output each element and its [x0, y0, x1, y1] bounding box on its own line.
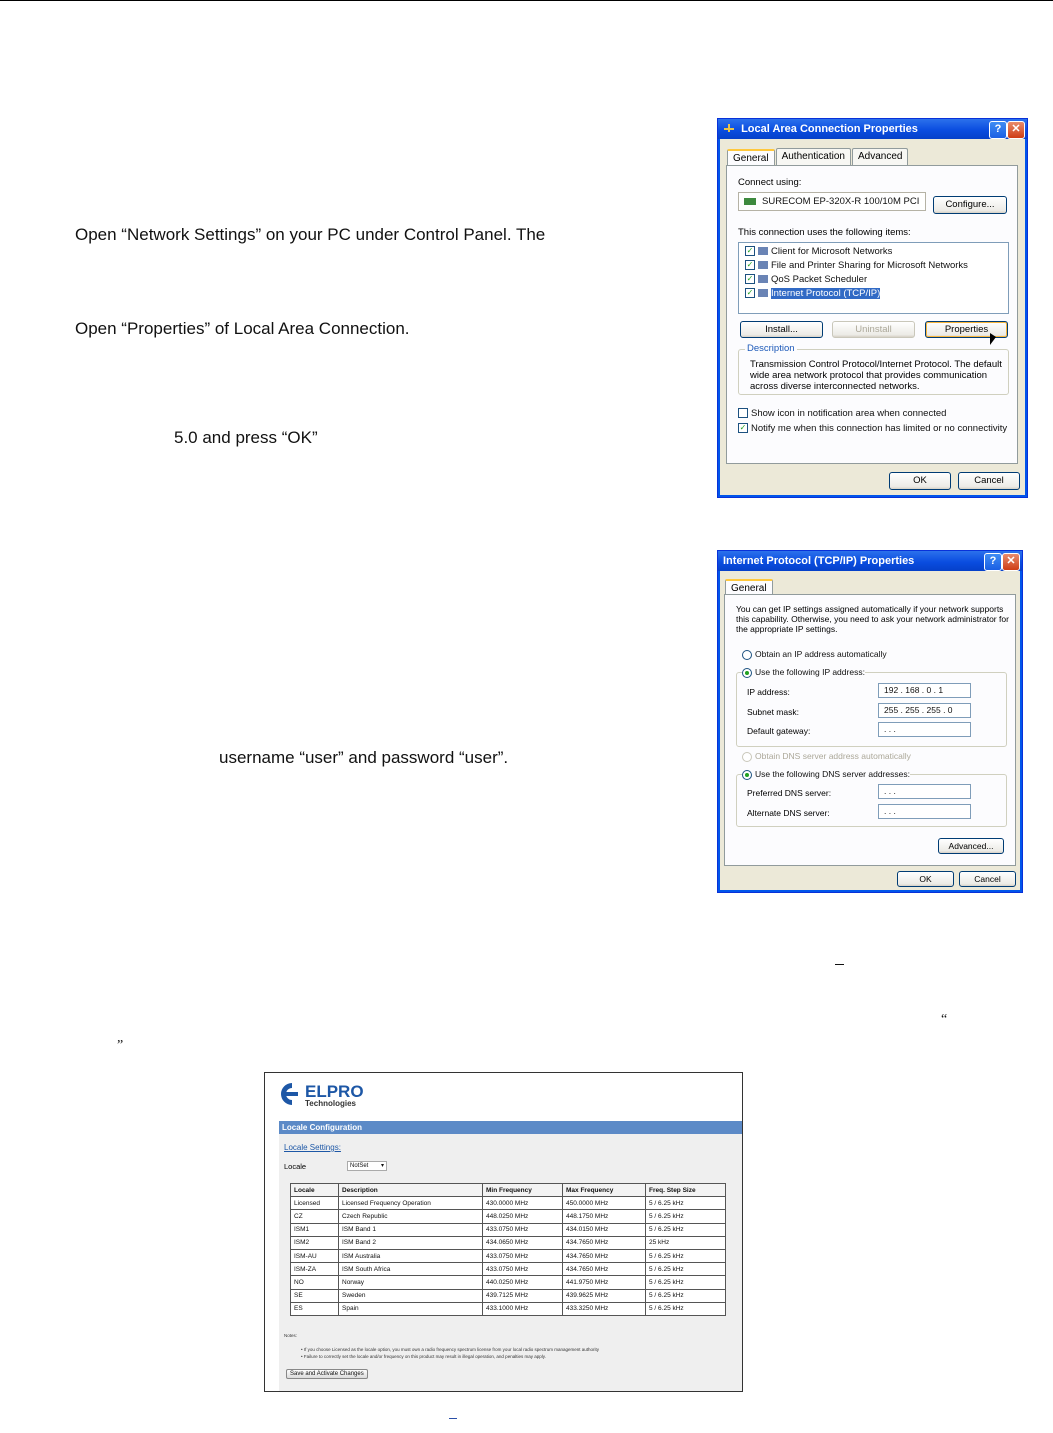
checkbox-icon[interactable]: ✓ — [746, 274, 754, 284]
configure-button[interactable]: Configure... — [933, 196, 1007, 214]
description-title: Description — [747, 343, 795, 354]
note-1: • If you choose Licensed as the locale option, you must own a radio frequency spectrum license from your local radio spectrum management authority — [301, 1347, 599, 1352]
cancel-button[interactable]: Cancel — [958, 472, 1020, 490]
share-icon — [758, 261, 768, 269]
elpro-logo-icon — [279, 1081, 301, 1107]
cell-locale: ISM1 — [291, 1223, 339, 1236]
locale-content — [279, 1134, 742, 1391]
preferred-dns-label: Preferred DNS server: — [747, 788, 832, 798]
tcpip-dialog-title: Internet Protocol (TCP/IP) Properties — [723, 555, 915, 567]
list-item[interactable]: ✓ QoS Packet Scheduler — [746, 274, 868, 285]
cell-locale: CZ — [291, 1210, 339, 1223]
link-underscore-mark — [449, 1418, 457, 1419]
table-row — [291, 1263, 726, 1276]
cell-min-frequency: 439.7125 MHz — [483, 1289, 563, 1302]
tcpip-dialog-titlebar[interactable] — [718, 551, 1022, 571]
ip-address-label: IP address: — [747, 687, 790, 697]
locale-select[interactable]: NotSet ▾ — [347, 1161, 387, 1171]
locale-settings-link[interactable]: Locale Settings: — [284, 1143, 341, 1152]
protocol-icon — [758, 289, 768, 297]
cell-description: Sweden — [339, 1289, 483, 1302]
open-quote-mark: “ — [941, 1012, 948, 1027]
connect-using-label: Connect using: — [738, 177, 802, 188]
cell-locale: ISM-AU — [291, 1249, 339, 1262]
radio-icon[interactable] — [742, 770, 752, 780]
cell-description: Licensed Frequency Operation — [339, 1197, 483, 1210]
table-row — [291, 1249, 726, 1262]
checkbox-icon[interactable] — [738, 408, 748, 418]
network-icon — [723, 120, 735, 130]
instruction-press-ok: 5.0 and press “OK” — [174, 428, 318, 447]
advanced-button[interactable]: Advanced... — [938, 838, 1004, 854]
tab-advanced[interactable]: Advanced — [852, 148, 908, 165]
cell-locale: ES — [291, 1302, 339, 1315]
cell-step-size: 5 / 6.25 kHz — [646, 1197, 726, 1210]
ip-address-field[interactable]: 192 . 168 . 0 . 1 — [878, 683, 971, 698]
col-header-description: Description — [339, 1184, 483, 1197]
show-icon-option[interactable]: Show icon in notification area when connected — [738, 408, 946, 419]
brand-subtitle: Technologies — [305, 1099, 356, 1108]
alternate-dns-label: Alternate DNS server: — [747, 808, 830, 818]
brand-name: ELPRO — [305, 1082, 364, 1101]
radio-icon[interactable] — [742, 668, 752, 678]
install-button[interactable]: Install... — [740, 321, 823, 338]
cell-description: Spain — [339, 1302, 483, 1315]
cell-min-frequency: 448.0250 MHz — [483, 1210, 563, 1223]
col-header-max-frequency: Max Frequency — [563, 1184, 646, 1197]
close-quote-mark: ” — [117, 1038, 124, 1053]
cell-max-frequency: 448.1750 MHz — [563, 1210, 646, 1223]
adapter-name: SURECOM EP-320X-R 100/10M PCI — [762, 196, 920, 207]
help-icon[interactable]: ? — [989, 121, 1007, 139]
obtain-dns-option[interactable]: Obtain DNS server address automatically — [742, 751, 911, 762]
underscore-mark — [835, 964, 844, 965]
save-activate-button[interactable]: Save and Activate Changes — [286, 1369, 368, 1379]
description-text-2: wide area network protocol that provides communication — [750, 370, 988, 381]
use-dns-option[interactable]: Use the following DNS server addresses: — [742, 769, 910, 780]
table-row — [291, 1289, 726, 1302]
cell-locale: SE — [291, 1289, 339, 1302]
default-gateway-field[interactable]: . . . — [878, 722, 971, 737]
cell-max-frequency: 434.7650 MHz — [563, 1263, 646, 1276]
list-item[interactable]: ✓ Client for Microsoft Networks — [746, 246, 893, 257]
tab-authentication[interactable]: Authentication — [776, 148, 851, 165]
col-header-min-frequency: Min Frequency — [483, 1184, 563, 1197]
lan-properties-dialog — [717, 118, 1028, 498]
alternate-dns-field[interactable]: . . . — [878, 804, 971, 819]
tcpip-properties-dialog — [717, 550, 1023, 893]
cell-min-frequency: 433.0750 MHz — [483, 1249, 563, 1262]
table-row — [291, 1197, 726, 1210]
cell-min-frequency: 440.0250 MHz — [483, 1276, 563, 1289]
static-ip-group — [736, 667, 1007, 747]
description-text-3: across diverse interconnected networks. — [750, 381, 920, 392]
notify-option[interactable]: ✓ Notify me when this connection has limited or no connectivity — [739, 423, 1008, 434]
locale-label: Locale — [284, 1162, 307, 1171]
cell-min-frequency: 430.0000 MHz — [483, 1197, 563, 1210]
components-list[interactable] — [738, 242, 1009, 314]
cell-min-frequency: 433.0750 MHz — [483, 1223, 563, 1236]
scheduler-icon — [758, 275, 768, 283]
table-body — [291, 1197, 726, 1316]
ok-button[interactable]: OK — [889, 472, 951, 490]
cell-max-frequency: 439.9625 MHz — [563, 1289, 646, 1302]
cell-step-size: 5 / 6.25 kHz — [646, 1263, 726, 1276]
cell-min-frequency: 433.1000 MHz — [483, 1302, 563, 1315]
ok-button[interactable]: OK — [897, 871, 954, 887]
tab-general[interactable]: General — [727, 149, 775, 166]
cell-locale: NO — [291, 1276, 339, 1289]
table-row — [291, 1276, 726, 1289]
cell-step-size: 25 kHz — [646, 1236, 726, 1249]
subnet-mask-label: Subnet mask: — [747, 707, 799, 717]
cell-max-frequency: 441.9750 MHz — [563, 1276, 646, 1289]
default-gateway-label: Default gateway: — [747, 726, 811, 736]
checkbox-icon[interactable]: ✓ — [746, 288, 754, 298]
cell-description: Czech Republic — [339, 1210, 483, 1223]
lan-dialog-title: Local Area Connection Properties — [741, 123, 918, 135]
checkbox-icon[interactable]: ✓ — [746, 260, 754, 270]
adapter-icon — [744, 198, 756, 205]
lan-dialog-tabs — [727, 148, 909, 165]
tab-general[interactable]: General — [725, 579, 773, 596]
cell-description: ISM Band 1 — [339, 1223, 483, 1236]
table-row — [291, 1302, 726, 1315]
use-ip-option[interactable]: Use the following IP address: — [742, 667, 865, 678]
table-row — [291, 1223, 726, 1236]
col-header-locale: Locale — [291, 1184, 339, 1197]
cell-description: Norway — [339, 1276, 483, 1289]
instruction-network-settings: Open “Network Settings” on your PC under Control Panel. The — [75, 225, 546, 244]
cell-step-size: 5 / 6.25 kHz — [646, 1302, 726, 1315]
intro-text-2: this capability. Otherwise, you need to ask your network administrator for — [736, 614, 1009, 624]
note-2: • Failure to correctly set the locale and/or frequency on this product may result in illegal operation, and penalties may apply. — [301, 1354, 546, 1359]
cell-description: ISM Band 2 — [339, 1236, 483, 1249]
table-header-row — [291, 1184, 726, 1197]
cell-locale: ISM2 — [291, 1236, 339, 1249]
table-row — [291, 1236, 726, 1249]
cell-max-frequency: 434.0150 MHz — [563, 1223, 646, 1236]
help-icon[interactable]: ? — [984, 553, 1002, 571]
mouse-cursor-icon — [990, 333, 996, 345]
subnet-mask-field[interactable]: 255 . 255 . 255 . 0 — [878, 703, 971, 718]
cell-step-size: 5 / 6.25 kHz — [646, 1210, 726, 1223]
table-row — [291, 1210, 726, 1223]
preferred-dns-field[interactable]: . . . — [878, 784, 971, 799]
checkbox-icon[interactable]: ✓ — [739, 423, 747, 433]
intro-text-3: the appropriate IP settings. — [736, 624, 838, 634]
locale-table — [290, 1183, 726, 1316]
properties-button[interactable]: Properties — [925, 321, 1008, 338]
uninstall-button[interactable]: Uninstall — [832, 321, 915, 338]
cell-step-size: 5 / 6.25 kHz — [646, 1289, 726, 1302]
tcpip-general-panel — [724, 594, 1016, 866]
tcpip-dialog-tabs — [725, 578, 774, 595]
top-rule — [0, 0, 1053, 1]
lan-general-panel — [726, 165, 1018, 464]
cell-step-size: 5 / 6.25 kHz — [646, 1276, 726, 1289]
cell-locale: ISM-ZA — [291, 1263, 339, 1276]
obtain-ip-option[interactable]: Obtain an IP address automatically — [742, 649, 887, 660]
checkbox-icon[interactable]: ✓ — [746, 246, 754, 256]
cell-description: ISM South Africa — [339, 1263, 483, 1276]
cell-description: ISM Australia — [339, 1249, 483, 1262]
close-icon[interactable]: ✕ — [1002, 553, 1020, 571]
locale-config-page — [264, 1072, 743, 1392]
close-icon[interactable]: ✕ — [1007, 121, 1025, 139]
page-title: Locale Configuration — [279, 1121, 742, 1134]
client-icon — [758, 247, 768, 255]
static-dns-group — [736, 769, 1007, 827]
list-item[interactable]: ✓ File and Printer Sharing for Microsoft Networks — [746, 260, 968, 271]
cancel-button[interactable]: Cancel — [959, 871, 1016, 887]
description-text-1: Transmission Control Protocol/Internet Protocol. The default — [750, 359, 1002, 370]
chevron-down-icon: ▾ — [380, 1163, 384, 1169]
radio-icon[interactable] — [742, 752, 752, 762]
cell-max-frequency: 433.3250 MHz — [563, 1302, 646, 1315]
radio-icon[interactable] — [742, 650, 752, 660]
items-label: This connection uses the following items: — [738, 227, 911, 238]
description-group — [738, 343, 1009, 395]
instruction-login: username “user” and password “user”. — [219, 748, 509, 767]
list-item-selected[interactable]: ✓ Internet Protocol (TCP/IP) — [746, 288, 881, 299]
adapter-field — [738, 192, 926, 211]
cell-max-frequency: 434.7650 MHz — [563, 1236, 646, 1249]
cell-min-frequency: 434.0650 MHz — [483, 1236, 563, 1249]
cell-min-frequency: 433.0750 MHz — [483, 1263, 563, 1276]
cell-max-frequency: 434.7650 MHz — [563, 1249, 646, 1262]
notes-label: Notes: — [284, 1333, 298, 1338]
cell-step-size: 5 / 6.25 kHz — [646, 1249, 726, 1262]
cell-max-frequency: 450.0000 MHz — [563, 1197, 646, 1210]
lan-dialog-titlebar[interactable] — [718, 119, 1027, 139]
cell-step-size: 5 / 6.25 kHz — [646, 1223, 726, 1236]
intro-text-1: You can get IP settings assigned automatically if your network supports — [736, 604, 1004, 614]
cell-locale: Licensed — [291, 1197, 339, 1210]
col-header-step-size: Freq. Step Size — [646, 1184, 726, 1197]
instruction-properties: Open “Properties” of Local Area Connection. — [75, 319, 410, 338]
